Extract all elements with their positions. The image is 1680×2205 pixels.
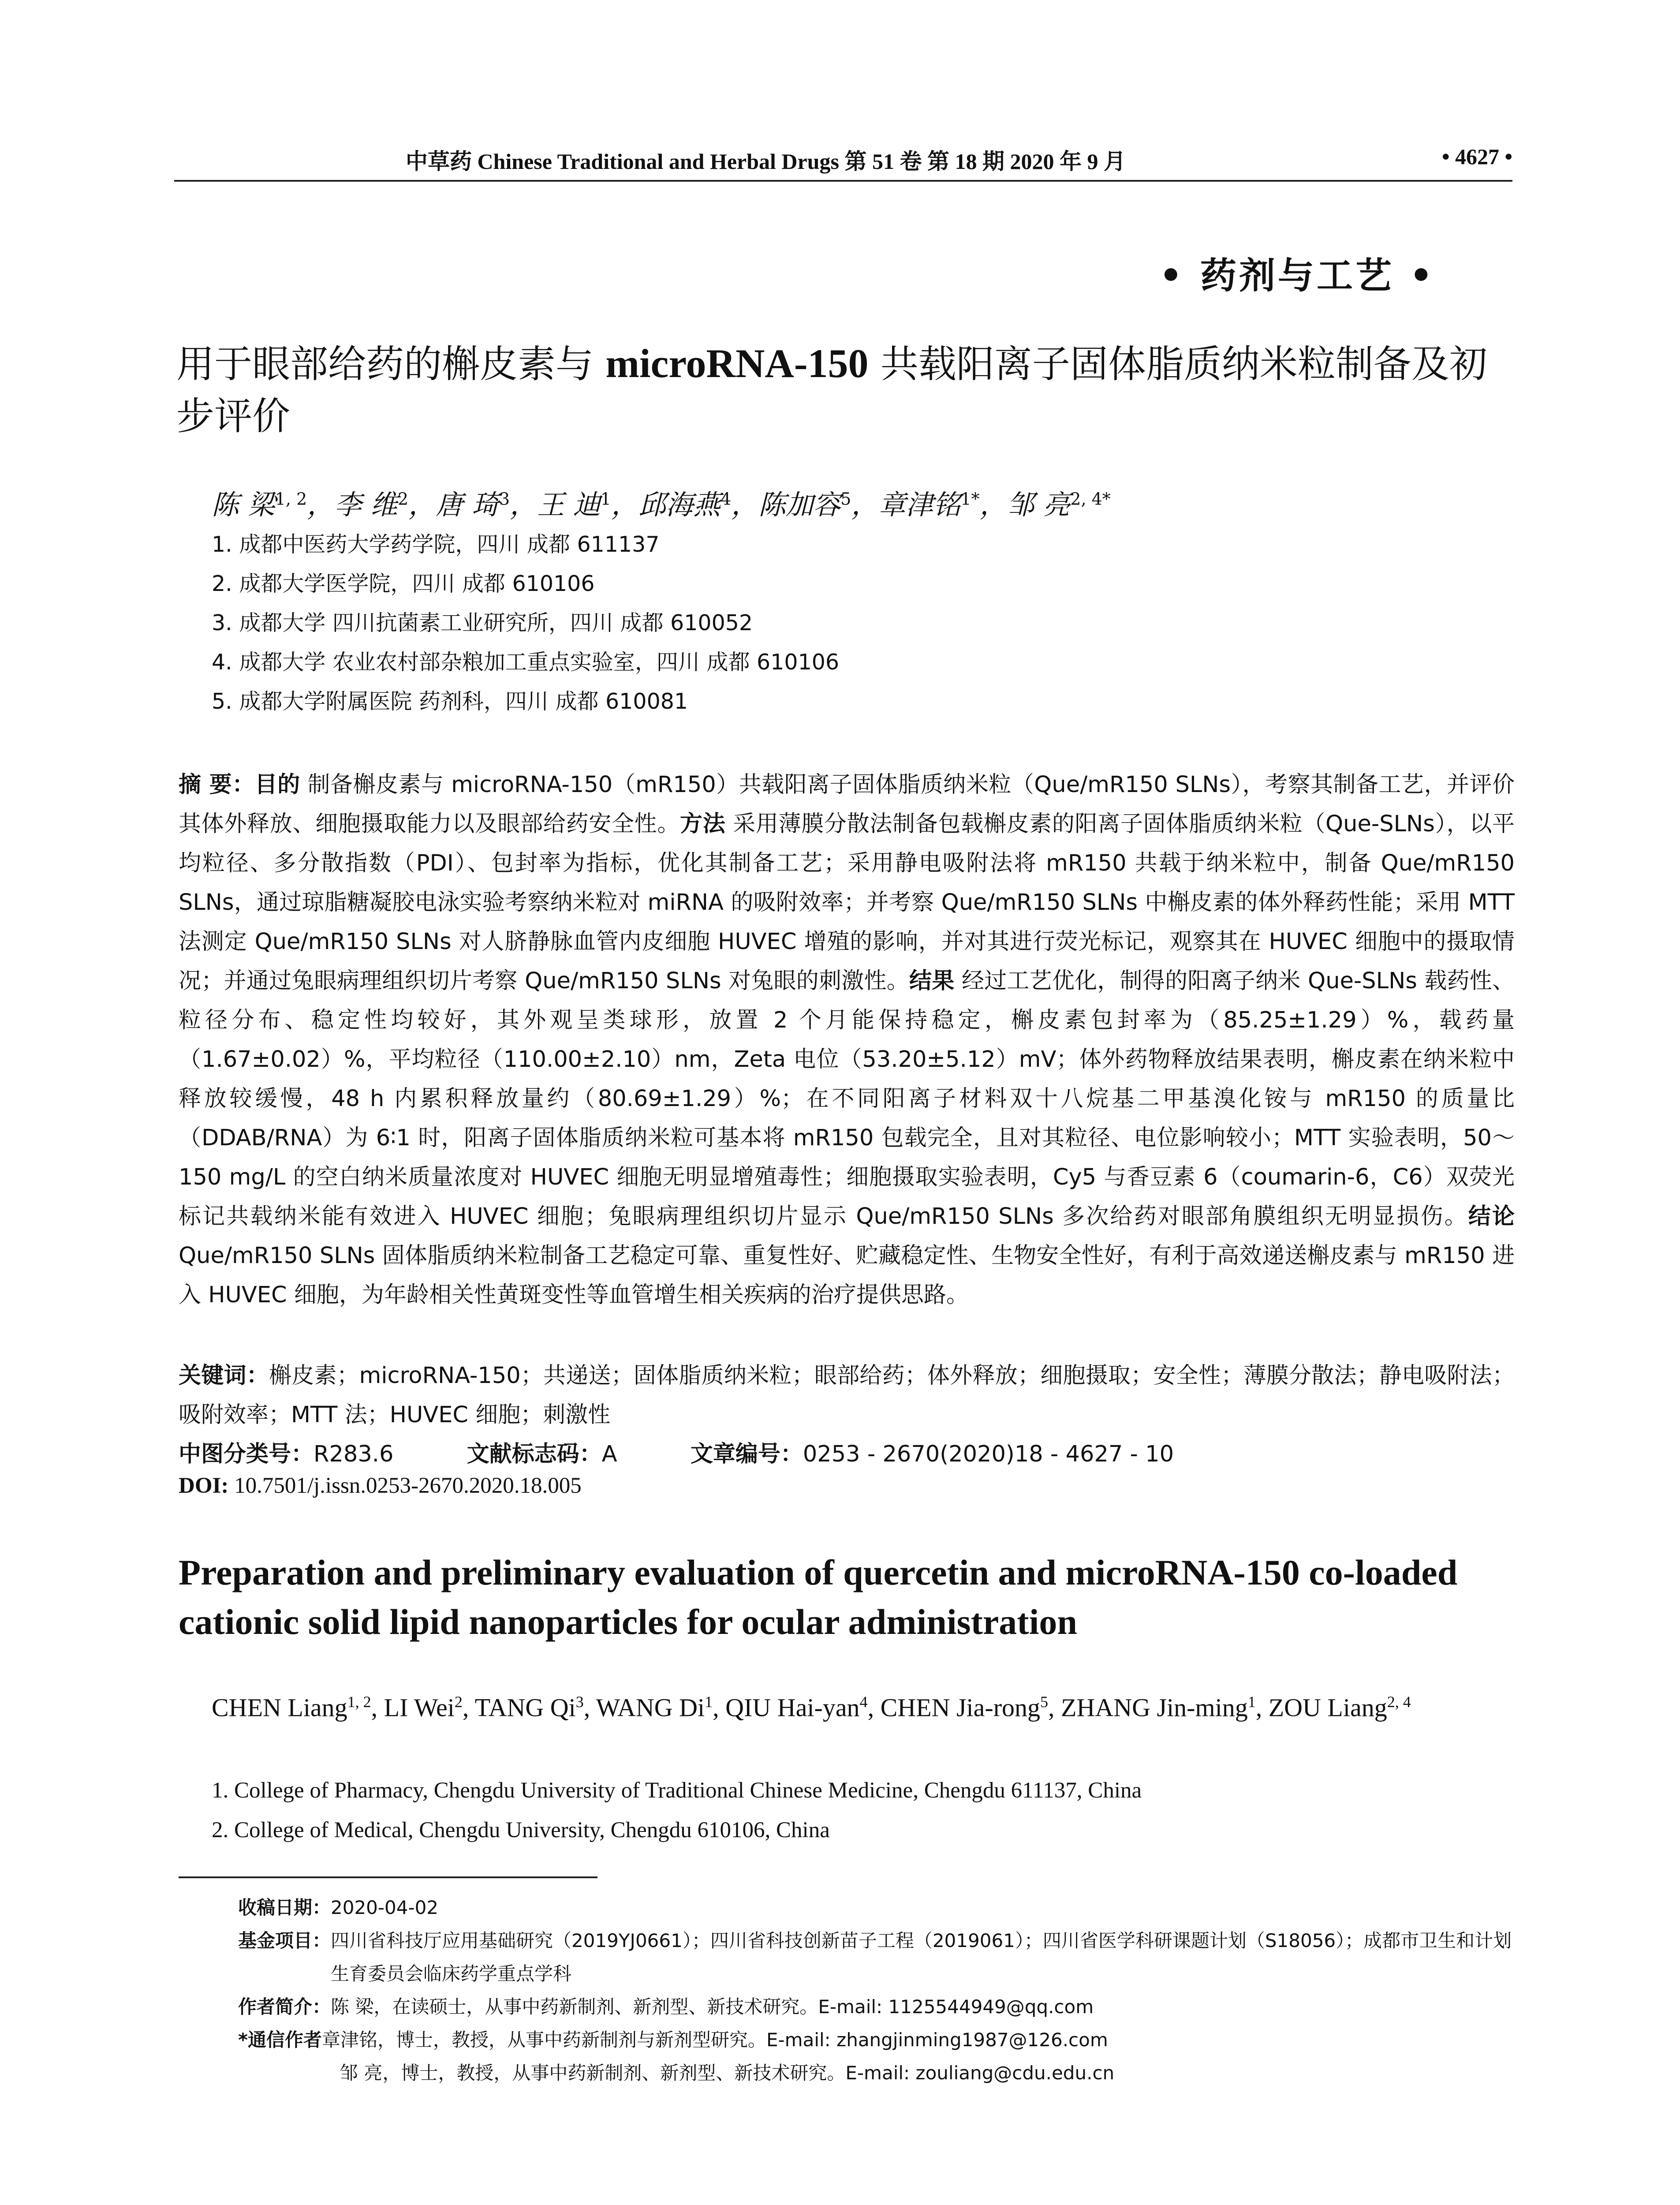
abstract-cn — [179, 765, 1515, 1315]
objective-label: 目的 — [254, 772, 300, 798]
keywords-label: 关键词： — [179, 1363, 269, 1389]
author-name-en: , ZHANG Jin-ming — [1048, 1693, 1248, 1722]
corresponding-1: 章津铭，博士，教授，从事中药新制剂与新剂型研究。E-mail: zhangjinming1987@126.com — [321, 2029, 1108, 2051]
affiliation-cn: 1. 成都中医药大学药学院，四川 成都 611137 — [212, 532, 660, 557]
author-affil-sup: 2 — [397, 489, 409, 509]
author-affil-sup: 5 — [840, 489, 851, 509]
article-no-label: 文章编号： — [690, 1441, 803, 1467]
conclusion-label: 结论 — [1468, 1203, 1515, 1230]
bio-text: 陈 梁，在读硕士，从事中药新制剂、新剂型、新技术研究。E-mail: 1125544949@qq.com — [331, 1996, 1094, 2018]
results-label: 结果 — [909, 968, 955, 994]
footnote-received — [238, 1891, 1515, 1924]
doc-code-item — [467, 1441, 617, 1467]
affiliations-cn — [212, 525, 839, 721]
affiliation-cn: 2. 成都大学医学院，四川 成都 610106 — [212, 571, 595, 596]
affiliation-cn: 5. 成都大学附属医院 药剂科，四川 成都 610081 — [212, 689, 688, 714]
page-number: • 4627 • — [1441, 144, 1512, 169]
article-no-value: 0253 - 2670(2020)18 - 4627 - 10 — [803, 1441, 1174, 1467]
authors-cn — [212, 483, 1111, 522]
author-name-en: , QIU Hai-yan — [713, 1693, 860, 1722]
fund-text: 四川省科技厅应用基础研究（2019YJ0661）；四川省科技创新苗子工程（2019061）；四川省医学科研课题计划（S18056）；成都市卫生和计划生育委员会临床药学重点学科 — [331, 1930, 1512, 1984]
conclusion-text: Que/mR150 SLNs 固体脂质纳米粒制备工艺稳定可靠、重复性好、贮藏稳定性、生物安全性好，有利于高效递送槲皮素与 mR150 进入 HUVEC 细胞，为年龄相关性黄斑变性等血管增生相关疾病的治疗提供思路。 — [179, 1243, 1515, 1308]
title-cn — [176, 337, 1517, 442]
journal-name: 中草药 Chinese Traditional and Herbal Drugs 第 51 卷 第 18 期 2020 年 9 月 — [406, 149, 1126, 174]
affiliations-en — [212, 1771, 1142, 1850]
bio-label: 作者简介： — [238, 1996, 331, 2018]
section-tag: • 药剂与工艺 • — [1159, 255, 1435, 297]
methods-text: 采用薄膜分散法制备包载槲皮素的阳离子固体脂质纳米粒（Que-SLNs），以平均粒径、多分散指数（PDI）、包封率为指标，优化其制备工艺；采用静电吸附法将 mR150 共载于纳米粒中，制备 Que/mR150 SLNs，通过琼脂糖凝胶电泳实验考察纳米粒对 miRNA 的吸附效率；并考察 Que/mR150 SLNs 中槲皮素的体外释药性能；采用 MTT 法测定 Que/mR150 SLNs 对人脐静脉血管内皮细胞 HUVEC 增殖的影响，并对其进行荧光标记，观察其在 HUVEC 细胞中的摄取情况；并通过兔眼病理组织切片考察 Que/mR150 SLNs 对兔眼的刺激性。 — [179, 811, 1515, 994]
affiliation-cn: 3. 成都大学 四川抗菌素工业研究所，四川 成都 610052 — [212, 610, 753, 635]
footnote-author-bio — [238, 1990, 1515, 2023]
author-affil-sup: 1 — [705, 1693, 713, 1711]
doc-code-label: 文献标志码： — [467, 1441, 602, 1467]
author-name-en: CHEN Liang — [212, 1693, 347, 1722]
affiliation-en: 2. College of Medical, Chengdu University, Chengdu 610106, China — [212, 1818, 830, 1842]
author-name: 陈 梁 — [212, 489, 275, 521]
doi-value: 10.7501/j.issn.0253-2670.2020.18.005 — [228, 1473, 582, 1498]
clc-item — [179, 1441, 393, 1467]
fund-label: 基金项目： — [238, 1930, 331, 1951]
methods-label: 方法 — [680, 811, 726, 837]
author-name-en: , CHEN Jia-rong — [867, 1693, 1041, 1722]
results-text: 经过工艺优化，制得的阳离子纳米 Que-SLNs 载药性、粒径分布、稳定性均较好，其外观呈类球形，放置 2 个月能保持稳定，槲皮素包封率为（85.25±1.29）%，载药量（1.67±0.02）%，平均粒径（110.00±2.10）nm，Zeta 电位（53.20±5.12）mV；体外药物释放结果表明，槲皮素在纳米粒中释放较缓慢，48 h 内累积释放量约（80.69±1.29）%；在不同阳离子材料双十八烷基二甲基溴化铵与 mR150 的质量比（DDAB/RNA）为 6∶1 时，阳离子固体脂质纳米粒可基本将 mR150 包载完全，且对其粒径、电位影响较小；MTT 实验表明，50～150 mg/L 的空白纳米质量浓度对 HUVEC 细胞无明显增殖毒性；细胞摄取实验表明，Cy5 与香豆素 6（coumarin-6，C6）双荧光标记共载纳米能有效进入 HUVEC 细胞；兔眼病理组织切片显示 Que/mR150 SLNs 多次给药对眼部角膜组织无明显损伤。 — [179, 968, 1515, 1230]
footnote-fund — [238, 1924, 1515, 1990]
keywords — [179, 1356, 1515, 1435]
title-cn-part1: 用于眼部给药的槲皮素与 — [176, 342, 606, 386]
author-affil-sup: 2, 4 — [1387, 1693, 1411, 1711]
author-affil-sup: 3 — [499, 489, 510, 509]
author-affil-sup: 5 — [1040, 1693, 1049, 1711]
author-affil-sup: 2 — [454, 1693, 463, 1711]
author-name-en: , WANG Di — [583, 1693, 705, 1722]
corresponding-label: *通信作者 — [238, 2029, 322, 2051]
article-no-item — [691, 1441, 1174, 1467]
corresponding-2: 邹 亮，博士，教授，从事中药新制剂、新剂型、新技术研究。E-mail: zouliang@cdu.edu.cn — [340, 2062, 1115, 2084]
author-name: ，王 迪 — [510, 489, 601, 521]
author-name-en: , ZOU Liang — [1255, 1693, 1387, 1722]
affiliation-cn: 4. 成都大学 农业农村部杂粮加工重点实验室，四川 成都 610106 — [212, 650, 840, 675]
author-affil-sup: 4 — [720, 489, 732, 509]
author-affil-sup: 1, 2 — [347, 1693, 371, 1711]
author-name: ，邹 亮 — [979, 489, 1071, 521]
running-header — [174, 140, 1512, 182]
footnote-divider — [179, 1876, 597, 1878]
author-affil-sup: 1 — [1247, 1693, 1256, 1711]
author-affil-sup: 1, 2 — [275, 489, 307, 509]
title-cn-part2: 共载阳离子固体脂质纳米粒制备及初步评价 — [176, 342, 1487, 438]
doc-code-value: A — [601, 1441, 617, 1467]
doi — [179, 1473, 582, 1499]
abstract-label: 摘 要： — [179, 772, 255, 798]
author-name: ，唐 琦 — [408, 489, 499, 521]
author-affil-sup: 1* — [960, 489, 980, 509]
author-name-en: , TANG Qi — [462, 1693, 576, 1722]
affiliation-en: 1. College of Pharmacy, Chengdu University of Traditional Chinese Medicine, Chengdu 611137, China — [212, 1778, 1142, 1803]
author-name: ，邱海燕 — [611, 489, 721, 521]
received-date: 2020-04-02 — [331, 1897, 439, 1918]
clc-label: 中图分类号： — [179, 1441, 314, 1467]
doi-label: DOI: — [179, 1473, 229, 1498]
author-affil-sup: 1 — [600, 489, 611, 509]
author-affil-sup: 4 — [859, 1693, 868, 1711]
title-en: Preparation and preliminary evaluation of quercetin and microRNA-150 co-loaded cationic solid lipid nanoparticles for ocular administration — [179, 1552, 1458, 1642]
keywords-text: 槲皮素；microRNA-150；共递送；固体脂质纳米粒；眼部给药；体外释放；细胞摄取；安全性；薄膜分散法；静电吸附法；吸附效率；MTT 法；HUVEC 细胞；刺激性 — [179, 1363, 1515, 1428]
classification-row — [179, 1435, 1240, 1468]
author-affil-sup: 2, 4* — [1070, 489, 1111, 509]
author-name: ，陈加容 — [731, 489, 841, 521]
footnote-corresponding — [238, 2023, 1515, 2056]
objective-text: 制备槲皮素与 microRNA-150（mR150）共载阳离子固体脂质纳米粒（Que/mR150 SLNs），考察其制备工艺，并评价其体外释放、细胞摄取能力以及眼部给药安全性。 — [179, 772, 1515, 837]
footnotes — [238, 1891, 1515, 2089]
title-cn-latin: microRNA-150 — [605, 341, 869, 386]
author-name: ，李 维 — [307, 489, 398, 521]
authors-en — [212, 1680, 1512, 1729]
author-affil-sup: 3 — [575, 1693, 584, 1711]
received-label: 收稿日期： — [238, 1897, 331, 1918]
author-name-en: , LI Wei — [371, 1693, 455, 1722]
clc-value: R283.6 — [314, 1441, 394, 1467]
author-name: ，章津铭 — [851, 489, 961, 521]
